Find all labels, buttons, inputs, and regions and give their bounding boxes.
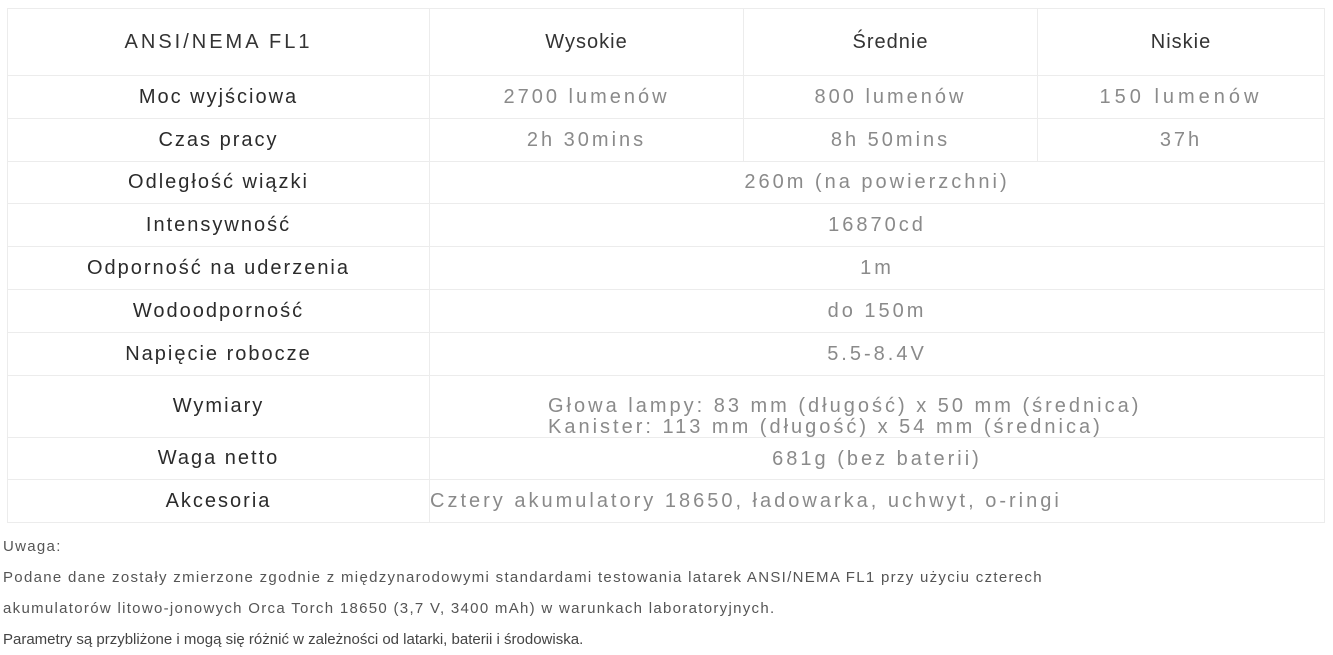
table-row <box>8 480 1325 523</box>
row-label-runtime: Czas pracy <box>8 119 430 162</box>
dimensions-canister: Kanister: 113 mm (długość) x 54 mm (średnica) <box>548 415 1103 438</box>
table-row <box>8 204 1325 247</box>
notes-line-2: akumulatorów litowo-jonowych Orca Torch 18650 (3,7 V, 3400 mAh) w warunkach laboratoryjnych. <box>3 600 776 617</box>
dimensions-head: Głowa lampy: 83 mm (długość) x 50 mm (średnica) <box>548 395 1142 417</box>
row-label-impact: Odporność na uderzenia <box>8 247 430 290</box>
notes-title: Uwaga: <box>3 538 62 555</box>
notes-line-1: Podane dane zostały zmierzone zgodnie z międzynarodowymi standardami testowania latarek ANSI/NEMA FL1 przy użyciu czterech <box>3 569 1043 586</box>
weight-value: 681g (bez baterii) <box>772 447 982 470</box>
header-standard: ANSI/NEMA FL1 <box>8 9 430 76</box>
notes-line-3: Parametry są przybliżone i mogą się różnić w zależności od latarki, baterii i środowiska. <box>3 631 584 648</box>
header-mode-low: Niskie <box>1038 9 1325 76</box>
row-label-beam-distance: Odległość wiązki <box>8 162 430 204</box>
row-label-intensity: Intensywność <box>8 204 430 247</box>
cell-waterproof: do 150m <box>430 290 1325 333</box>
table-row <box>8 438 1325 480</box>
cell-output-low: 150 lumenów <box>1038 76 1325 119</box>
table-row <box>8 247 1325 290</box>
cell-runtime-medium: 8h 50mins <box>744 119 1038 162</box>
cell-impact: 1m <box>430 247 1325 290</box>
cell-accessories: Cztery akumulatory 18650, ładowarka, uchwyt, o-ringi <box>430 480 1325 523</box>
table-row <box>8 290 1325 333</box>
table-row <box>8 333 1325 376</box>
cell-weight <box>430 415 1325 480</box>
cell-output-high: 2700 lumenów <box>430 76 744 119</box>
header-mode-medium: Średnie <box>744 9 1038 76</box>
notes-section <box>3 531 1043 655</box>
header-mode-high: Wysokie <box>430 9 744 76</box>
row-label-voltage: Napięcie robocze <box>8 333 430 376</box>
cell-runtime-low: 37h <box>1038 119 1325 162</box>
cell-beam-distance: 260m (na powierzchni) <box>430 162 1325 204</box>
row-label-output: Moc wyjściowa <box>8 76 430 119</box>
cell-runtime-high: 2h 30mins <box>430 119 744 162</box>
cell-output-medium: 800 lumenów <box>744 76 1038 119</box>
row-label-waterproof: Wodoodporność <box>8 290 430 333</box>
cell-intensity: 16870cd <box>430 204 1325 247</box>
table-header-row <box>8 9 1325 76</box>
spec-table <box>7 8 1325 523</box>
cell-voltage: 5.5-8.4V <box>430 333 1325 376</box>
row-label-dimensions: Wymiary <box>8 376 430 438</box>
table-row <box>8 119 1325 162</box>
table-row <box>8 76 1325 119</box>
row-label-accessories: Akcesoria <box>8 480 430 523</box>
table-row <box>8 162 1325 204</box>
row-label-weight: Waga netto <box>8 438 430 480</box>
